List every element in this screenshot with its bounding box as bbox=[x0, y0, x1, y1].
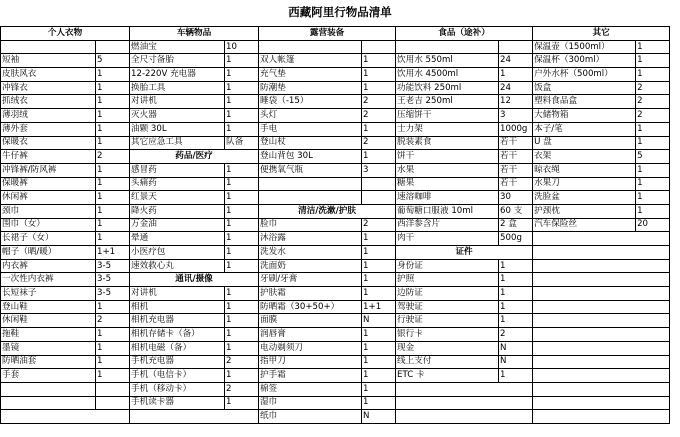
item-name: 换胎工具 bbox=[130, 81, 225, 95]
item-name: 长裙子（女） bbox=[1, 232, 96, 246]
item-qty: 1 bbox=[225, 54, 259, 68]
table-row bbox=[1, 410, 670, 424]
item-name: 现金 bbox=[396, 341, 499, 355]
item-qty: 1 bbox=[96, 95, 130, 109]
item-qty: 1 bbox=[96, 218, 130, 232]
item-name: 手套 bbox=[1, 369, 96, 383]
item-name: 小医疗包 bbox=[130, 246, 225, 260]
column-header: 食品（途补） bbox=[396, 27, 533, 41]
item-qty: 1 bbox=[362, 369, 396, 383]
item-qty: 60 支 bbox=[499, 204, 533, 218]
table-row bbox=[1, 122, 670, 136]
empty-cell bbox=[533, 396, 670, 410]
item-qty: 1 bbox=[225, 95, 259, 109]
item-name: 指甲刀 bbox=[259, 355, 362, 369]
item-qty: 1 bbox=[225, 109, 259, 123]
item-name: 薄外套 bbox=[1, 122, 96, 136]
item-name: 驾驶证 bbox=[396, 300, 499, 314]
item-name: 洗脸盆 bbox=[533, 191, 636, 205]
item-qty: 1 bbox=[96, 163, 130, 177]
item-qty: 1 bbox=[225, 341, 259, 355]
item-qty: 若干 bbox=[499, 163, 533, 177]
empty-cell bbox=[533, 369, 670, 383]
item-name: 晾衣绳 bbox=[533, 163, 636, 177]
item-name: 洗面奶 bbox=[259, 259, 362, 273]
item-qty: 1 bbox=[499, 369, 533, 383]
column-header: 个人衣物 bbox=[1, 27, 130, 41]
item-qty: 1 bbox=[225, 68, 259, 82]
item-qty: 1 bbox=[225, 204, 259, 218]
item-qty: 1 bbox=[636, 136, 670, 150]
item-qty: 1 bbox=[96, 341, 130, 355]
item-qty: 10 bbox=[225, 40, 259, 54]
table-row bbox=[1, 191, 670, 205]
item-qty: 2 bbox=[362, 218, 396, 232]
item-qty: 1 bbox=[362, 232, 396, 246]
item-qty bbox=[96, 382, 130, 396]
item-name: 速效救心丸 bbox=[130, 259, 225, 273]
item-qty: 2 bbox=[636, 109, 670, 123]
item-qty: 1 bbox=[362, 54, 396, 68]
item-name: 护手霜 bbox=[259, 369, 362, 383]
item-qty: 1 bbox=[362, 328, 396, 342]
item-qty: 2 bbox=[362, 136, 396, 150]
column-header: 露营装备 bbox=[259, 27, 396, 41]
item-name: 边防证 bbox=[396, 287, 499, 301]
item-name: 皮肤风衣 bbox=[1, 68, 96, 82]
item-qty: N bbox=[362, 314, 396, 328]
item-qty: 1 bbox=[225, 246, 259, 260]
item-name bbox=[396, 40, 499, 54]
item-name: 万金油 bbox=[130, 218, 225, 232]
item-qty: 3-5 bbox=[96, 259, 130, 273]
item-qty: 1 bbox=[96, 204, 130, 218]
item-name: 短袖 bbox=[1, 54, 96, 68]
section-title: 通讯/摄像 bbox=[130, 273, 259, 287]
item-name: 护颈枕 bbox=[533, 204, 636, 218]
item-qty: 2 bbox=[225, 382, 259, 396]
item-qty: 24 bbox=[499, 81, 533, 95]
table-row bbox=[1, 246, 670, 260]
item-name: 棉签 bbox=[259, 382, 362, 396]
item-name: ETC 卡 bbox=[396, 369, 499, 383]
item-qty: 30 bbox=[499, 191, 533, 205]
section-title: 证件 bbox=[396, 246, 533, 260]
item-qty: 2 bbox=[362, 95, 396, 109]
item-qty: 1 bbox=[636, 122, 670, 136]
item-qty: 1 bbox=[362, 382, 396, 396]
item-name: 沐浴露 bbox=[259, 232, 362, 246]
item-qty: 1 bbox=[96, 369, 130, 383]
empty-cell bbox=[533, 300, 670, 314]
item-name: 一次性内衣裤 bbox=[1, 273, 96, 287]
item-qty: 1 bbox=[225, 122, 259, 136]
item-name: 水果 bbox=[396, 163, 499, 177]
item-name: 内衣裤 bbox=[1, 259, 96, 273]
item-qty: 1+1 bbox=[96, 246, 130, 260]
item-qty: 1 bbox=[362, 246, 396, 260]
empty-cell bbox=[396, 396, 533, 410]
table-row bbox=[1, 369, 670, 383]
section-title: 药品/医疗 bbox=[130, 150, 259, 164]
item-name: 保暖衣 bbox=[1, 136, 96, 150]
item-name bbox=[1, 382, 96, 396]
item-name: 拖鞋 bbox=[1, 328, 96, 342]
item-name: 士力架 bbox=[396, 122, 499, 136]
item-qty bbox=[362, 177, 396, 191]
item-name: 薄羽绒 bbox=[1, 109, 96, 123]
item-name: 保温杯（300ml） bbox=[533, 54, 636, 68]
item-name: 冲锋衣 bbox=[1, 81, 96, 95]
item-qty: 2 bbox=[636, 95, 670, 109]
item-name: 饭盒 bbox=[533, 81, 636, 95]
table-row bbox=[1, 163, 670, 177]
header-row bbox=[1, 27, 670, 41]
item-name: 糖果 bbox=[396, 177, 499, 191]
item-qty: 1 bbox=[225, 314, 259, 328]
item-name: 防晒油套 bbox=[1, 355, 96, 369]
item-name: 大储物箱 bbox=[533, 109, 636, 123]
item-name: 牛仔裤 bbox=[1, 150, 96, 164]
item-qty: 1 bbox=[225, 81, 259, 95]
table-row bbox=[1, 259, 670, 273]
item-qty: 1 bbox=[225, 163, 259, 177]
item-name: 对讲机 bbox=[130, 287, 225, 301]
item-qty: 1 bbox=[96, 109, 130, 123]
item-qty: 2 bbox=[636, 81, 670, 95]
item-qty: 1 bbox=[96, 191, 130, 205]
item-name: 冲锋裤/防风裤 bbox=[1, 163, 96, 177]
item-name: 保暖裤 bbox=[1, 177, 96, 191]
item-name: 功能饮料 250ml bbox=[396, 81, 499, 95]
item-name: 饮用水 550ml bbox=[396, 54, 499, 68]
item-name: 围巾（女） bbox=[1, 218, 96, 232]
item-qty: 1 bbox=[362, 259, 396, 273]
empty-cell bbox=[533, 328, 670, 342]
item-qty: 1 bbox=[225, 369, 259, 383]
item-qty: 1 bbox=[96, 355, 130, 369]
item-name: 身份证 bbox=[396, 259, 499, 273]
item-name: 手机读卡器 bbox=[130, 396, 225, 410]
item-qty: 1 bbox=[225, 191, 259, 205]
item-name: 本子/笔 bbox=[533, 122, 636, 136]
item-qty: 1 bbox=[499, 300, 533, 314]
item-qty: 5 bbox=[636, 150, 670, 164]
item-qty: 1+1 bbox=[362, 300, 396, 314]
table-row bbox=[1, 273, 670, 287]
item-name: 保温壶（1500ml） bbox=[533, 40, 636, 54]
item-name: 洗发水 bbox=[259, 246, 362, 260]
table-row bbox=[1, 382, 670, 396]
item-name: 户外水杯（500ml） bbox=[533, 68, 636, 82]
empty-cell bbox=[533, 314, 670, 328]
item-name: 纸巾 bbox=[259, 410, 362, 424]
item-name: 银行卡 bbox=[396, 328, 499, 342]
item-name: 王老吉 250ml bbox=[396, 95, 499, 109]
item-name: 对讲机 bbox=[130, 95, 225, 109]
item-name: 行驶证 bbox=[396, 314, 499, 328]
item-name: 西洋参含片 bbox=[396, 218, 499, 232]
item-name: 登山鞋 bbox=[1, 300, 96, 314]
item-name: 脱装素食 bbox=[396, 136, 499, 150]
item-name: 红景天 bbox=[130, 191, 225, 205]
item-name: 休闲裤 bbox=[1, 191, 96, 205]
item-qty: 1 bbox=[225, 396, 259, 410]
empty-cell bbox=[1, 410, 130, 424]
item-qty: 1 bbox=[636, 204, 670, 218]
item-qty: 12 bbox=[499, 95, 533, 109]
item-qty: 1 bbox=[636, 40, 670, 54]
item-qty: 2 bbox=[499, 328, 533, 342]
item-qty: 若干 bbox=[499, 150, 533, 164]
table-row bbox=[1, 204, 670, 218]
item-qty: N bbox=[499, 355, 533, 369]
empty-cell bbox=[533, 410, 670, 424]
item-qty: 1 bbox=[225, 259, 259, 273]
item-qty: N bbox=[362, 410, 396, 424]
item-name: 登山杖 bbox=[259, 136, 362, 150]
item-name: 相机充电器 bbox=[130, 314, 225, 328]
table-row bbox=[1, 40, 670, 54]
item-qty: 1 bbox=[362, 150, 396, 164]
item-name: 相机存储卡（备） bbox=[130, 328, 225, 342]
item-name: 衣架 bbox=[533, 150, 636, 164]
item-name: 休闲鞋 bbox=[1, 314, 96, 328]
column-header: 车辆物品 bbox=[130, 27, 259, 41]
item-name: 饼干 bbox=[396, 150, 499, 164]
empty-cell bbox=[533, 246, 670, 260]
item-name: 相机 bbox=[130, 300, 225, 314]
item-name: 油颗 30L bbox=[130, 122, 225, 136]
item-name: 润唇膏 bbox=[259, 328, 362, 342]
item-qty: 1 bbox=[96, 177, 130, 191]
item-name bbox=[259, 177, 362, 191]
item-qty bbox=[362, 191, 396, 205]
item-qty: 1 bbox=[225, 232, 259, 246]
item-name: 汽车保险丝 bbox=[533, 218, 636, 232]
item-name: 防潮垫 bbox=[259, 81, 362, 95]
item-name: 12-220V 充电器 bbox=[130, 68, 225, 82]
item-name: 水果刀 bbox=[533, 177, 636, 191]
empty-cell bbox=[533, 232, 670, 246]
item-qty: 1 bbox=[96, 328, 130, 342]
table-row bbox=[1, 396, 670, 410]
item-qty: 1 bbox=[225, 300, 259, 314]
item-name: 降火药 bbox=[130, 204, 225, 218]
item-name: 头痛药 bbox=[130, 177, 225, 191]
item-qty bbox=[362, 40, 396, 54]
item-qty: 1 bbox=[96, 300, 130, 314]
item-name: 护照 bbox=[396, 273, 499, 287]
item-qty: 1 bbox=[636, 177, 670, 191]
empty-cell bbox=[533, 355, 670, 369]
item-qty: 24 bbox=[499, 54, 533, 68]
item-name: 脸巾 bbox=[259, 218, 362, 232]
item-qty: 1 bbox=[96, 81, 130, 95]
table-row bbox=[1, 355, 670, 369]
item-qty: 3 bbox=[362, 163, 396, 177]
item-name: 其它应急工具 bbox=[130, 136, 225, 150]
item-name: 感冒药 bbox=[130, 163, 225, 177]
item-qty: 1000g bbox=[499, 122, 533, 136]
item-qty: 3-5 bbox=[96, 273, 130, 287]
table-row bbox=[1, 81, 670, 95]
item-qty: 5 bbox=[96, 54, 130, 68]
item-qty: 1 bbox=[636, 68, 670, 82]
empty-cell bbox=[130, 410, 259, 424]
item-name: 登山背包 30L bbox=[259, 150, 362, 164]
item-name: 手机充电器 bbox=[130, 355, 225, 369]
empty-cell bbox=[396, 410, 533, 424]
item-qty: 1 bbox=[96, 68, 130, 82]
item-qty: 若干 bbox=[499, 136, 533, 150]
item-qty: 1 bbox=[499, 259, 533, 273]
item-name: 颈巾 bbox=[1, 204, 96, 218]
column-header: 其它 bbox=[533, 27, 670, 41]
page-title: 西藏阿里行物品清单 bbox=[288, 5, 392, 19]
item-name: 电动剃须刀 bbox=[259, 341, 362, 355]
table-row bbox=[1, 218, 670, 232]
item-name: 灭火器 bbox=[130, 109, 225, 123]
item-qty: 500g bbox=[499, 232, 533, 246]
item-qty: 1 bbox=[499, 273, 533, 287]
item-qty bbox=[96, 396, 130, 410]
item-qty: 1 bbox=[362, 396, 396, 410]
item-name: 压缩饼干 bbox=[396, 109, 499, 123]
item-qty: 2 bbox=[225, 355, 259, 369]
table-row bbox=[1, 177, 670, 191]
item-name bbox=[259, 191, 362, 205]
item-qty bbox=[96, 40, 130, 54]
item-name: 墨镜 bbox=[1, 341, 96, 355]
item-name: 帽子（晒/暖） bbox=[1, 246, 96, 260]
item-name: 充气垫 bbox=[259, 68, 362, 82]
item-name: 晕通 bbox=[130, 232, 225, 246]
item-qty: 队备 bbox=[225, 136, 259, 150]
item-name: 相机电磁（备） bbox=[130, 341, 225, 355]
empty-cell bbox=[533, 287, 670, 301]
item-name: 面膜 bbox=[259, 314, 362, 328]
item-name bbox=[1, 396, 96, 410]
table-row bbox=[1, 54, 670, 68]
item-qty: 1 bbox=[636, 54, 670, 68]
item-qty: 2 bbox=[96, 150, 130, 164]
item-name: 睡袋（-15） bbox=[259, 95, 362, 109]
item-name bbox=[259, 40, 362, 54]
section-title: 清洁/洗漱/护肤 bbox=[259, 204, 396, 218]
item-qty: 1 bbox=[636, 163, 670, 177]
item-qty: 1 bbox=[225, 328, 259, 342]
table-row bbox=[1, 328, 670, 342]
item-qty: 1 bbox=[362, 355, 396, 369]
item-qty: 1 bbox=[499, 287, 533, 301]
item-qty: 2 bbox=[362, 109, 396, 123]
item-qty: 20 bbox=[636, 218, 670, 232]
table-row bbox=[1, 341, 670, 355]
item-name: 头灯 bbox=[259, 109, 362, 123]
item-qty: 1 bbox=[362, 81, 396, 95]
table-row bbox=[1, 95, 670, 109]
item-qty: 1 bbox=[362, 122, 396, 136]
item-name: 速溶咖啡 bbox=[396, 191, 499, 205]
item-name: 湿巾 bbox=[259, 396, 362, 410]
table-row bbox=[1, 300, 670, 314]
empty-cell bbox=[533, 273, 670, 287]
table-row bbox=[1, 150, 670, 164]
item-name: 抓绒衣 bbox=[1, 95, 96, 109]
item-name: 防晒霜（30+50+） bbox=[259, 300, 362, 314]
item-qty: 3-5 bbox=[96, 287, 130, 301]
item-qty: 1 bbox=[96, 122, 130, 136]
item-qty: 1 bbox=[362, 341, 396, 355]
item-name: 手机（移动卡） bbox=[130, 382, 225, 396]
table-row bbox=[1, 136, 670, 150]
item-qty: 1 bbox=[636, 191, 670, 205]
item-qty: 1 bbox=[362, 273, 396, 287]
item-name: 饮用水 4500ml bbox=[396, 68, 499, 82]
empty-cell bbox=[396, 382, 533, 396]
item-qty: 1 bbox=[499, 314, 533, 328]
item-qty bbox=[499, 40, 533, 54]
item-qty: 2 盒 bbox=[499, 218, 533, 232]
item-qty: 1 bbox=[225, 287, 259, 301]
empty-cell bbox=[533, 341, 670, 355]
item-qty: 1 bbox=[362, 68, 396, 82]
item-name: 便携氧气瓶 bbox=[259, 163, 362, 177]
table-row bbox=[1, 232, 670, 246]
item-qty: 1 bbox=[225, 218, 259, 232]
item-name: 手电 bbox=[259, 122, 362, 136]
item-name: 双人帐篷 bbox=[259, 54, 362, 68]
item-qty: 1 bbox=[96, 136, 130, 150]
item-name: 长短袜子 bbox=[1, 287, 96, 301]
table-row bbox=[1, 287, 670, 301]
item-qty: 若干 bbox=[499, 177, 533, 191]
table-row bbox=[1, 109, 670, 123]
item-qty: 1 bbox=[499, 68, 533, 82]
table-row bbox=[1, 314, 670, 328]
item-name: 牙刷/牙膏 bbox=[259, 273, 362, 287]
item-name bbox=[1, 40, 96, 54]
item-name: 全尺寸备胎 bbox=[130, 54, 225, 68]
item-qty: N bbox=[499, 341, 533, 355]
item-name: 肉干 bbox=[396, 232, 499, 246]
item-name: 护肤霜 bbox=[259, 287, 362, 301]
item-name: 手机（电信卡） bbox=[130, 369, 225, 383]
empty-cell bbox=[533, 382, 670, 396]
item-qty: 1 bbox=[225, 177, 259, 191]
item-qty: 2 bbox=[96, 314, 130, 328]
item-qty: 1 bbox=[96, 232, 130, 246]
item-name: 葡萄糖口服液 10ml bbox=[396, 204, 499, 218]
empty-cell bbox=[533, 259, 670, 273]
item-name: 线上支付 bbox=[396, 355, 499, 369]
item-qty: 3 bbox=[499, 109, 533, 123]
item-name: 塑料食品盒 bbox=[533, 95, 636, 109]
item-name: 燃油宝 bbox=[130, 40, 225, 54]
packing-table bbox=[0, 26, 670, 424]
item-qty: 1 bbox=[362, 287, 396, 301]
item-name: U 盘 bbox=[533, 136, 636, 150]
table-row bbox=[1, 68, 670, 82]
